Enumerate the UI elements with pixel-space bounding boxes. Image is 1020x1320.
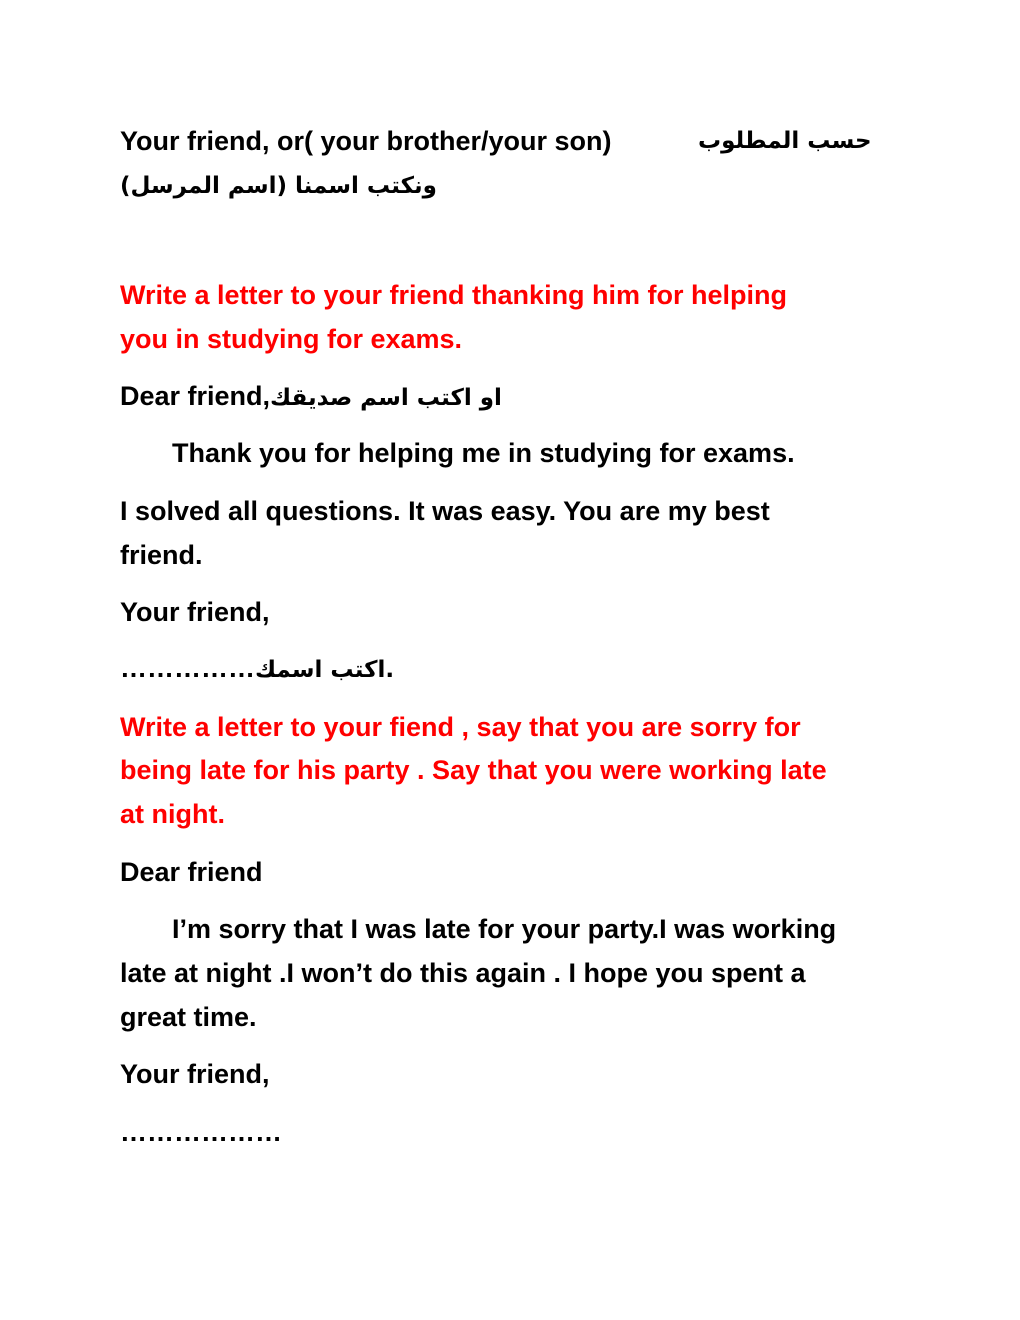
document-page	[120, 0, 910, 1320]
letter1-greeting	[120, 376, 502, 418]
letter2-closing: Your friend,	[120, 1059, 270, 1089]
letter1-prompt-line-2: you in studying for exams.	[120, 324, 463, 354]
letter2-prompt-line-1: Write a letter to your fiend , say that you are sorry for	[120, 712, 801, 742]
header-line-2: ونكتب اسمنا (اسم المرسل)	[120, 173, 437, 199]
letter1-prompt-line-1: Write a letter to your friend thanking him for helping	[120, 280, 788, 310]
letter2-prompt-line-3: at night.	[120, 799, 225, 829]
letter2-greeting: Dear friend	[120, 857, 263, 887]
letter1-greeting-english: Dear friend,	[120, 381, 271, 411]
letter1-body-line-2: I solved all questions. It was easy. You are my best	[120, 496, 770, 526]
letter1-body-line-1: Thank you for helping me in studying for exams.	[172, 438, 795, 468]
letter2-signature-dots: ………………	[120, 1117, 282, 1147]
letter1-signature	[120, 648, 394, 690]
header-english: Your friend, or( your brother/your son)	[120, 126, 612, 156]
letter2-body-line-3: great time.	[120, 1002, 257, 1032]
letter1-closing: Your friend,	[120, 597, 270, 627]
letter2-prompt-line-2: being late for his party . Say that you were working late	[120, 755, 827, 785]
letter1-signature-arabic: .اكتب اسمك	[255, 657, 395, 683]
header-arabic-note: حسب المطلوب	[698, 128, 872, 154]
letter2-body-line-2: late at night .I won’t do this again . I hope you spent a	[120, 958, 806, 988]
letter1-body-line-3: friend.	[120, 540, 203, 570]
letter1-signature-dots: ……………	[120, 653, 255, 683]
letter2-body-line-1: I’m sorry that I was late for your party.I was working	[172, 914, 837, 944]
header-line-1	[120, 121, 910, 161]
letter1-greeting-arabic: او اكتب اسم صديقك	[270, 385, 502, 411]
